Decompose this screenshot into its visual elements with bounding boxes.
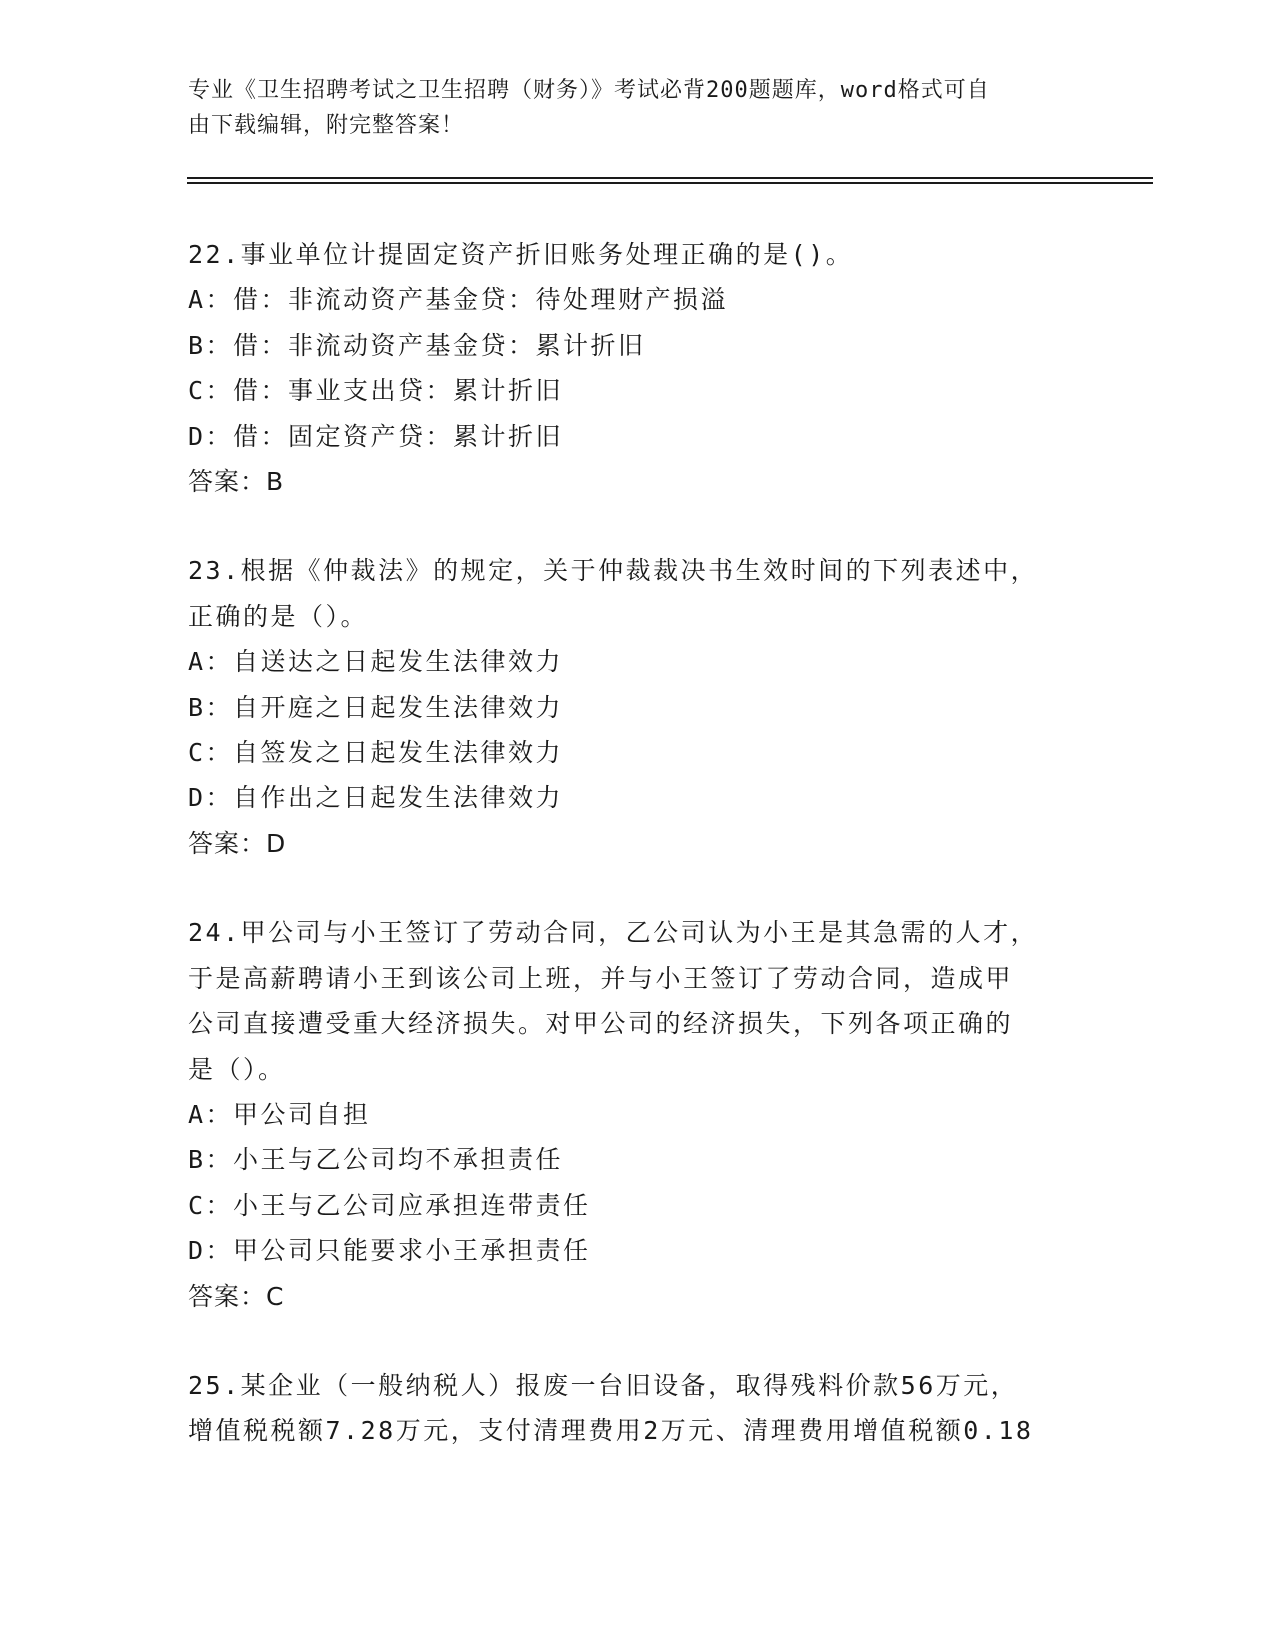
question-stem-line: 23.根据《仲裁法》的规定，关于仲裁裁决书生效时间的下列表述中， — [188, 556, 1039, 586]
answer-option: C：自签发之日起发生法律效力 — [188, 738, 564, 768]
header-divider-bottom — [187, 182, 1153, 184]
correct-answer: 答案：D — [188, 828, 287, 858]
answer-option: A：自送达之日起发生法律效力 — [188, 647, 564, 677]
document-header — [188, 73, 1068, 143]
question-block — [188, 232, 1088, 504]
correct-answer: 答案：B — [188, 467, 285, 497]
answer-option: A：甲公司自担 — [188, 1099, 371, 1129]
question-block — [188, 910, 1088, 1319]
question-stem-line: 于是高薪聘请小王到该公司上班，并与小王签订了劳动合同，造成甲 — [188, 963, 1014, 993]
question-stem-line: 增值税税额7.28万元，支付清理费用2万元、清理费用增值税额0.18 — [188, 1416, 1034, 1446]
answer-option: A：借：非流动资产基金贷：待处理财产损溢 — [188, 285, 729, 315]
question-stem-line: 25.某企业（一般纳税人）报废一台旧设备，取得残料价款56万元， — [188, 1370, 1019, 1400]
question-block — [188, 1363, 1088, 1454]
question-stem-line: 公司直接遭受重大经济损失。对甲公司的经济损失，下列各项正确的 — [188, 1009, 1014, 1039]
correct-answer: 答案：C — [188, 1281, 285, 1311]
answer-option: D：借：固定资产贷：累计折旧 — [188, 421, 564, 451]
answer-option: C：借：事业支出贷：累计折旧 — [188, 376, 564, 406]
answer-option: D：自作出之日起发生法律效力 — [188, 783, 564, 813]
question-stem-line: 24.甲公司与小王签订了劳动合同，乙公司认为小王是其急需的人才， — [188, 918, 1039, 948]
question-block — [188, 548, 1088, 866]
question-stem-line: 是（）。 — [188, 1054, 286, 1084]
question-list — [188, 232, 1088, 1498]
header-line-1: 专业《卫生招聘考试之卫生招聘（财务）》考试必背200题题库，word格式可自 — [188, 78, 990, 103]
question-stem-line: 正确的是（）。 — [188, 601, 369, 631]
answer-option: B：借：非流动资产基金贷：累计折旧 — [188, 330, 646, 360]
answer-option: C：小王与乙公司应承担连带责任 — [188, 1190, 591, 1220]
answer-option: D：甲公司只能要求小王承担责任 — [188, 1236, 591, 1266]
question-stem-line: 22.事业单位计提固定资产折旧账务处理正确的是()。 — [188, 240, 854, 269]
header-line-2: 由下载编辑，附完整答案！ — [188, 113, 465, 138]
answer-option: B：小王与乙公司均不承担责任 — [188, 1145, 564, 1175]
header-divider-top — [187, 177, 1153, 179]
answer-option: B：自开庭之日起发生法律效力 — [188, 692, 564, 722]
